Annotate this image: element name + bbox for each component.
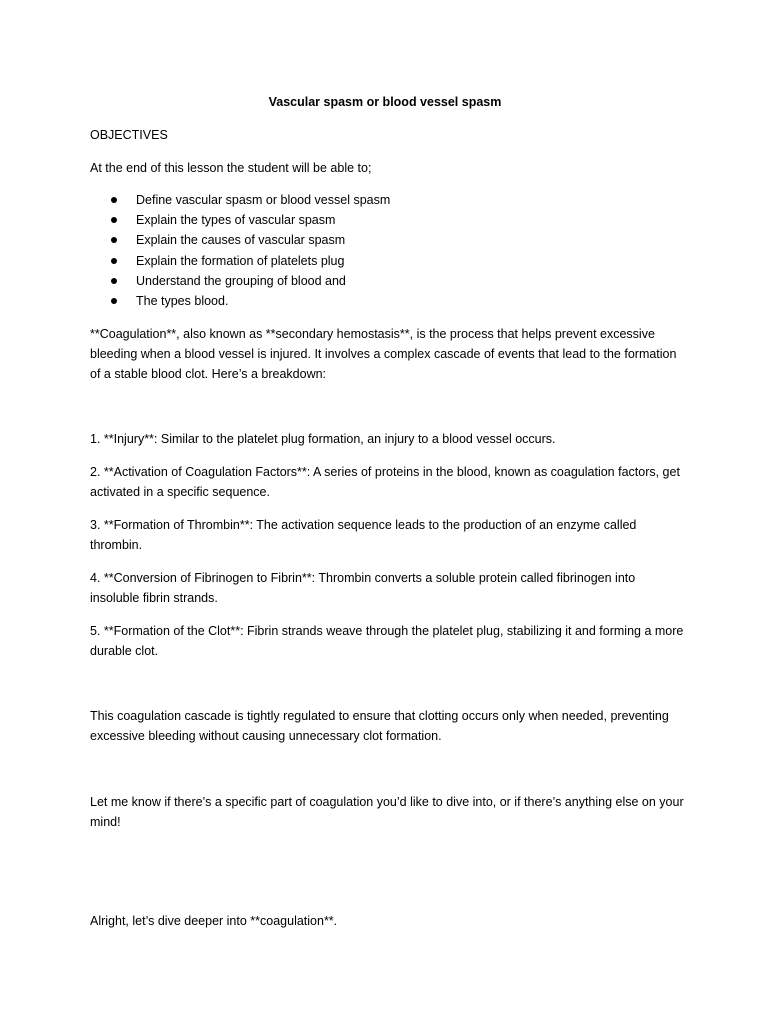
objectives-heading: OBJECTIVES xyxy=(90,128,168,142)
step-1: 1. **Injury**: Similar to the platelet plug formation, an injury to a blood vessel occurs. xyxy=(90,432,556,446)
objective-text: Understand the grouping of blood and xyxy=(136,273,346,288)
objective-text: Explain the causes of vascular spasm xyxy=(136,233,346,248)
document-title: Vascular spasm or blood vessel spasm xyxy=(268,95,502,109)
objective-item xyxy=(90,210,390,230)
objectives-list xyxy=(90,190,390,311)
coagulation-intro: **Coagulation**, also known as **secondary hemostasis**, is the process that helps prevent excessive bleeding when a blood vessel is injured. It involves a complex cascade of events that lead to the formation of a stable blood clot. Here’s a breakdown: xyxy=(90,327,677,381)
objective-text: Define vascular spasm or blood vessel spasm xyxy=(136,193,391,207)
bullet-icon xyxy=(111,217,117,223)
objectives-intro: At the end of this lesson the student will be able to; xyxy=(90,161,372,175)
bullet-icon xyxy=(111,197,117,203)
regulation-paragraph: This coagulation cascade is tightly regulated to ensure that clotting occurs only when needed, preventing excessive bleeding without causing unnecessary clot formation. xyxy=(90,709,669,743)
objective-item xyxy=(90,271,390,291)
step-2: 2. **Activation of Coagulation Factors**: A series of proteins in the blood, known as coagulation factors, get activated in a specific sequence. xyxy=(90,465,680,499)
bullet-icon xyxy=(111,298,117,304)
bullet-icon xyxy=(111,237,117,243)
step-5: 5. **Formation of the Clot**: Fibrin strands weave through the platelet plug, stabilizing it and forming a more durable clot. xyxy=(90,624,684,658)
closing-paragraph: Let me know if there’s a specific part of coagulation you’d like to dive into, or if there’s anything else on your mind! xyxy=(90,795,684,829)
followup-paragraph: Alright, let’s dive deeper into **coagulation**. xyxy=(90,914,338,928)
objective-text: Explain the formation of platelets plug xyxy=(136,253,345,268)
bullet-icon xyxy=(111,258,117,264)
bullet-icon xyxy=(111,278,117,284)
objective-item xyxy=(90,230,390,250)
objective-item xyxy=(90,190,390,210)
step-4: 4. **Conversion of Fibrinogen to Fibrin**: Thrombin converts a soluble protein called fibrinogen into insoluble fibrin strands. xyxy=(90,571,636,605)
step-3: 3. **Formation of Thrombin**: The activation sequence leads to the production of an enzyme called thrombin. xyxy=(90,518,637,552)
objective-item xyxy=(90,291,390,311)
objective-text: Explain the types of vascular spasm xyxy=(136,213,336,228)
objective-item xyxy=(90,251,390,271)
objective-text: The types blood. xyxy=(136,293,229,308)
